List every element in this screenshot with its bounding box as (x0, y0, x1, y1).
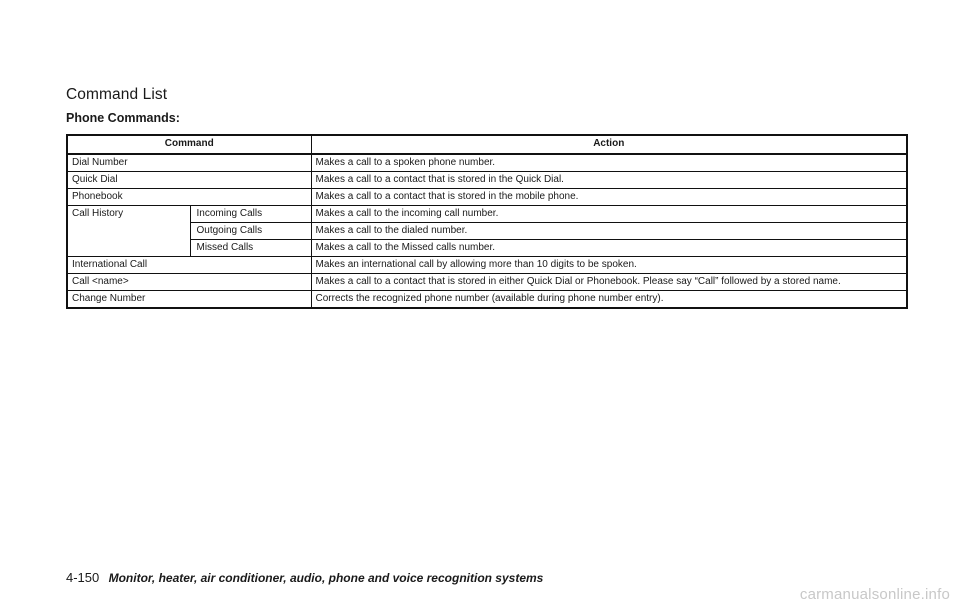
action-cell: Makes a call to the incoming call number. (311, 206, 907, 223)
page-footer (66, 570, 543, 585)
command-cell: Dial Number (67, 154, 311, 172)
action-cell: Makes a call to a contact that is stored in the Quick Dial. (311, 172, 907, 189)
table-row (67, 223, 907, 240)
subcommand-cell: Outgoing Calls (190, 223, 311, 240)
table-row (67, 274, 907, 291)
phone-commands-table (66, 134, 908, 309)
section-title: Command List (66, 86, 168, 103)
command-cell: Change Number (67, 291, 311, 309)
column-header-command: Command (67, 135, 311, 154)
table-row (67, 154, 907, 172)
table-row (67, 240, 907, 257)
action-cell: Corrects the recognized phone number (available during phone number entry). (311, 291, 907, 309)
command-cell: Call History (67, 206, 190, 257)
page-number: 4-150 (66, 570, 100, 585)
command-cell: Phonebook (67, 189, 311, 206)
action-cell: Makes a call to a spoken phone number. (311, 154, 907, 172)
table-row (67, 172, 907, 189)
table-row (67, 206, 907, 223)
action-cell: Makes a call to a contact that is stored in the mobile phone. (311, 189, 907, 206)
command-cell: Call <name> (67, 274, 311, 291)
subcommand-cell: Incoming Calls (190, 206, 311, 223)
command-cell: International Call (67, 257, 311, 274)
watermark: carmanualsonline.info (799, 586, 950, 603)
action-cell: Makes a call to the dialed number. (311, 223, 907, 240)
action-cell: Makes a call to the Missed calls number. (311, 240, 907, 257)
chapter-title: Monitor, heater, air conditioner, audio, phone and voice recognition systems (108, 571, 544, 585)
subsection-title: Phone Commands: (66, 111, 180, 125)
table-row (67, 257, 907, 274)
subcommand-cell: Missed Calls (190, 240, 311, 257)
command-cell: Quick Dial (67, 172, 311, 189)
table-row (67, 291, 907, 309)
action-cell: Makes a call to a contact that is stored in either Quick Dial or Phonebook. Please say “Call” followed by a stored name. (311, 274, 907, 291)
table-header-row (67, 135, 907, 154)
action-cell: Makes an international call by allowing more than 10 digits to be spoken. (311, 257, 907, 274)
table-row (67, 189, 907, 206)
column-header-action: Action (311, 135, 907, 154)
